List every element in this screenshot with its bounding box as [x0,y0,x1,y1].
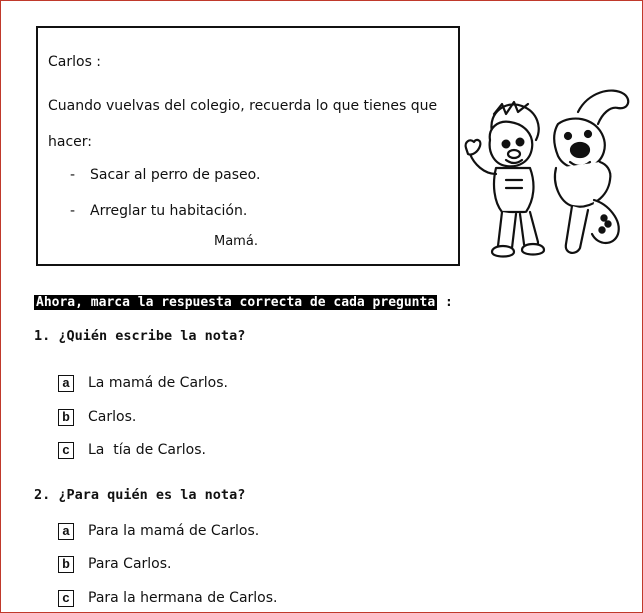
option-checkbox[interactable]: a [58,523,74,540]
note-line-2: hacer: [48,134,92,150]
task-item: Arreglar tu habitación. [90,203,248,219]
task-item: Sacar al perro de paseo. [90,167,261,183]
task-dash: - [70,167,76,183]
answer-option[interactable] [58,373,228,393]
answer-option[interactable] [58,407,136,427]
question-1: 1. ¿Quién escribe la nota? [34,328,246,344]
instruction-tail: : [437,295,453,310]
option-checkbox[interactable]: c [58,590,74,607]
note-box [36,26,460,266]
answer-option[interactable] [58,521,259,541]
note-line-1: Cuando vuelvas del colegio, recuerda lo que tienes que [48,98,438,114]
option-label: Para la mamá de Carlos. [88,523,260,539]
option-label: Para la hermana de Carlos. [88,590,278,606]
option-checkbox[interactable]: a [58,375,74,392]
answer-option[interactable] [58,440,206,460]
boy-and-dog-illustration [462,84,634,274]
answer-option[interactable] [58,554,172,574]
option-checkbox[interactable]: c [58,442,74,459]
answer-option[interactable] [58,588,277,608]
note-greeting: Carlos : [48,54,102,70]
option-checkbox[interactable]: b [58,409,74,426]
option-checkbox[interactable]: b [58,556,74,573]
task-dash: - [70,203,76,219]
question-2: 2. ¿Para quién es la nota? [34,487,246,503]
option-label: La mamá de Carlos. [88,375,228,391]
instruction [34,293,453,313]
option-label: Para Carlos. [88,556,172,572]
note-signature: Mamá. [214,234,258,249]
option-label: Carlos. [88,409,137,425]
option-label: La tía de Carlos. [88,442,206,458]
instruction-highlight: Ahora, marca la respuesta correcta de cada pregunta [36,295,436,310]
